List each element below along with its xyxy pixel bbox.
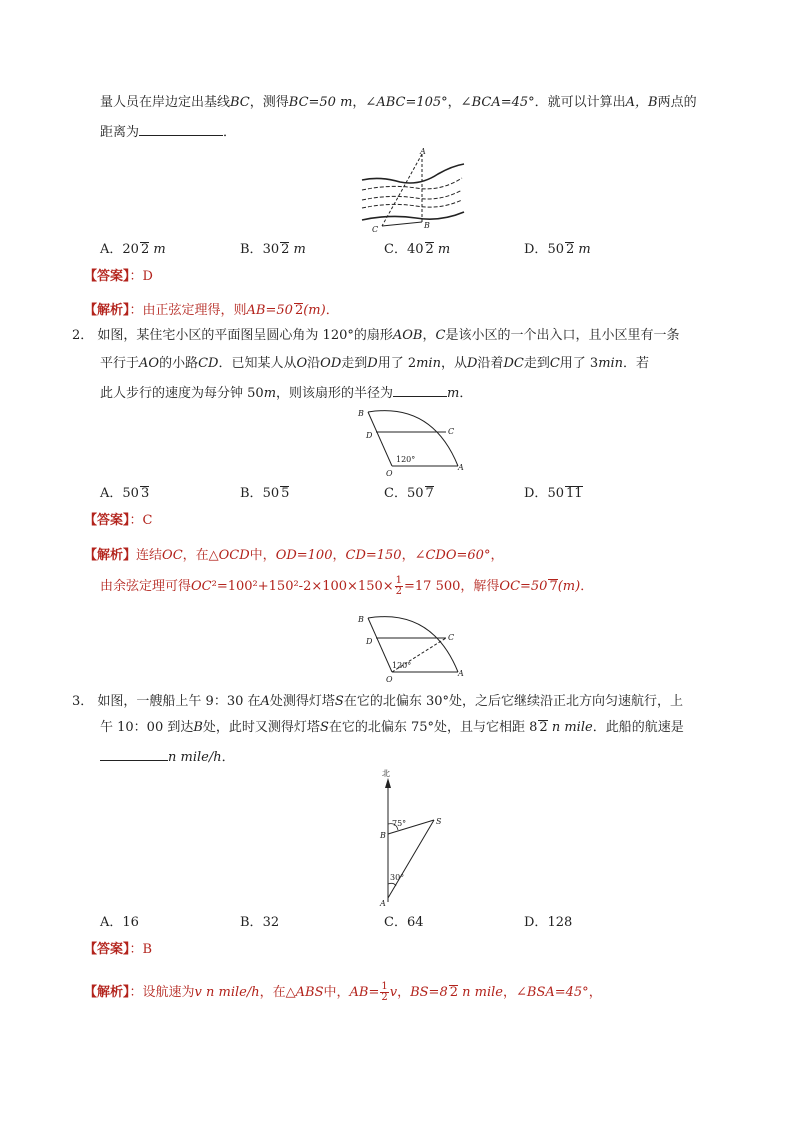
q3-stem-line3: n mile/h． — [100, 746, 235, 768]
answer-label: 【答案】 — [84, 513, 130, 528]
q2-answer: 【答案】：C — [84, 513, 153, 528]
q1-dashed-3 — [362, 200, 462, 208]
q2b-angle-label: 120° — [392, 661, 412, 670]
q2-label-d: D — [366, 431, 373, 440]
q2-figure — [356, 408, 476, 478]
q1-label-c: C — [372, 225, 379, 234]
q2b-label-d: D — [366, 637, 373, 646]
q3-angle-30: 30° — [390, 873, 405, 882]
answer-value: B — [142, 942, 153, 957]
q2-analysis-line1: 【解析】连结OC，在△OCD中，OD=100，CD=150，∠CDO=60°， — [84, 548, 504, 563]
q1-label-b: B — [424, 221, 430, 230]
q2-fraction: $\frac{1}{2}$ — [395, 575, 403, 597]
analysis-label: 【解析】 — [84, 303, 130, 318]
answer-value: D — [142, 269, 153, 284]
q2-stem-line1: 2． 如图，某住宅小区的平面图呈圆心角为 120°的扇形AOB，C是该小区的一个出入口，且小区里有一条 — [72, 328, 680, 343]
q3-label-b: B — [380, 831, 386, 840]
q2-analysis-figure — [356, 614, 476, 684]
answer-label: 【答案】 — [84, 269, 130, 284]
q1-text: 距离为 — [100, 125, 140, 140]
q1-text: 量人员在岸边定出基线 — [100, 95, 231, 110]
q3-analysis: 【解析】：设航速为v n mile/h，在△ABS中，AB= $\frac{1}{2}$ v，BS=8 2 n mile，∠BSA=45°， — [84, 981, 602, 1003]
q3-angle-75: 75° — [392, 819, 407, 828]
q2b-label-c: C — [448, 633, 455, 642]
q1-segment-bc — [382, 222, 422, 226]
analysis-label: 【解析】 — [84, 548, 137, 563]
q1-angle-bca: BCA=45° — [471, 95, 535, 110]
q1-label-a: A — [420, 147, 426, 156]
q2b-label-a: A — [458, 669, 464, 678]
q1-text: ． — [223, 125, 237, 140]
q1-bc-eq: BC=50 m — [288, 95, 353, 110]
q1-text: ．就可以计算出 — [534, 95, 626, 110]
q2b-arc — [368, 617, 458, 672]
q3-stem-line1: 3． 如图，一艘船上午 9：30 在A处测得灯塔S在它的北偏东 30°处，之后它继续沿正北方向匀速航行，上 — [72, 694, 683, 709]
q3-fraction: $\frac{1}{2}$ — [381, 981, 388, 1003]
q2-stem-line2: 平行于AO的小路CD．已知某人从O沿OD走到D用了 2min，从D沿着DC走到C用了 3min．若 — [100, 356, 650, 371]
q3-answer: 【答案】：B — [84, 942, 153, 957]
q2-label-b: B — [358, 409, 364, 418]
answer-value: C — [142, 513, 153, 528]
q1-stem-line2 — [100, 121, 236, 143]
q2-answer-blank[interactable] — [393, 382, 447, 397]
q1-bc: BC — [230, 95, 250, 110]
answer-label: 【答案】 — [84, 942, 130, 957]
q1-text: ，∠ — [352, 95, 377, 110]
q2b-label-o: O — [386, 675, 393, 684]
q3-answer-blank[interactable] — [100, 746, 168, 761]
q3-figure — [376, 770, 446, 906]
q3-north-arrow — [385, 778, 391, 788]
q3-options — [100, 913, 660, 933]
analysis-label: 【解析】 — [84, 985, 130, 1000]
q1-text: ，测得 — [249, 95, 289, 110]
q2-analysis-line2: 由余弦定理可得OC²=100²+150²-2×100×150× $\frac{1}{2}$ =17 500，解得OC=50 7(m)． — [100, 575, 594, 597]
q1-answer: 【答案】：D — [84, 269, 153, 284]
q2-option-d[interactable]: D．50 11 — [524, 486, 583, 501]
q3-label-north: 北 — [382, 769, 390, 778]
q3-label-a: A — [380, 899, 386, 908]
q1-bank-top — [362, 164, 464, 183]
q2-label-c: C — [448, 427, 455, 436]
q1-figure — [360, 148, 470, 238]
q1-analysis: 【解析】：由正弦定理得，则AB=50 2(m)． — [84, 303, 339, 318]
q3-stem-line2: 午 10：00 到达B处，此时又测得灯塔S在它的北偏东 75°处，且与它相距 8 2 n mile．此船的航速是 — [100, 720, 684, 735]
q3-number: 3． — [72, 694, 94, 709]
q2-options — [100, 484, 660, 504]
q2-option-c[interactable]: C．50 7 — [384, 486, 434, 501]
q3-label-s: S — [436, 817, 442, 826]
q2-angle-label: 120° — [396, 455, 416, 464]
q3-option-a[interactable]: A．16 — [100, 915, 139, 930]
q3-option-c[interactable]: C．64 — [384, 915, 424, 930]
q3-option-d[interactable]: D．128 — [524, 915, 573, 930]
q1-angle-abc: ABC=105° — [376, 95, 448, 110]
q1-option-c[interactable]: C．40 2 m — [384, 242, 451, 257]
q2-stem-line3: 此人步行的速度为每分钟 50m，则该扇形的半径为 m． — [100, 382, 472, 404]
q1-option-d[interactable]: D．50 2 m — [524, 242, 591, 257]
q1-stem-line1 — [100, 93, 697, 113]
q1-options — [100, 240, 660, 260]
q1-bank-bottom — [362, 212, 464, 220]
q1-option-a[interactable]: A．20 2 m — [100, 242, 166, 257]
q2-label-a: A — [458, 463, 464, 472]
q2b-label-b: B — [358, 615, 364, 624]
q1-text: 两点的 — [657, 95, 697, 110]
q2-option-b[interactable]: B．50 5 — [240, 486, 290, 501]
q2-label-o: O — [386, 469, 393, 478]
q1-segment-ac — [382, 154, 422, 226]
q1-dashed-1 — [362, 178, 462, 190]
q1-text: ，∠ — [447, 95, 472, 110]
q3-option-b[interactable]: B．32 — [240, 915, 280, 930]
q1-answer-blank[interactable] — [139, 121, 223, 136]
q1-ab: A，B — [625, 95, 658, 110]
q1-option-b[interactable]: B．30 2 m — [240, 242, 306, 257]
q2-number: 2． — [72, 328, 94, 343]
q2-option-a[interactable]: A．50 3 — [100, 486, 150, 501]
q1-dashed-2 — [362, 190, 462, 200]
